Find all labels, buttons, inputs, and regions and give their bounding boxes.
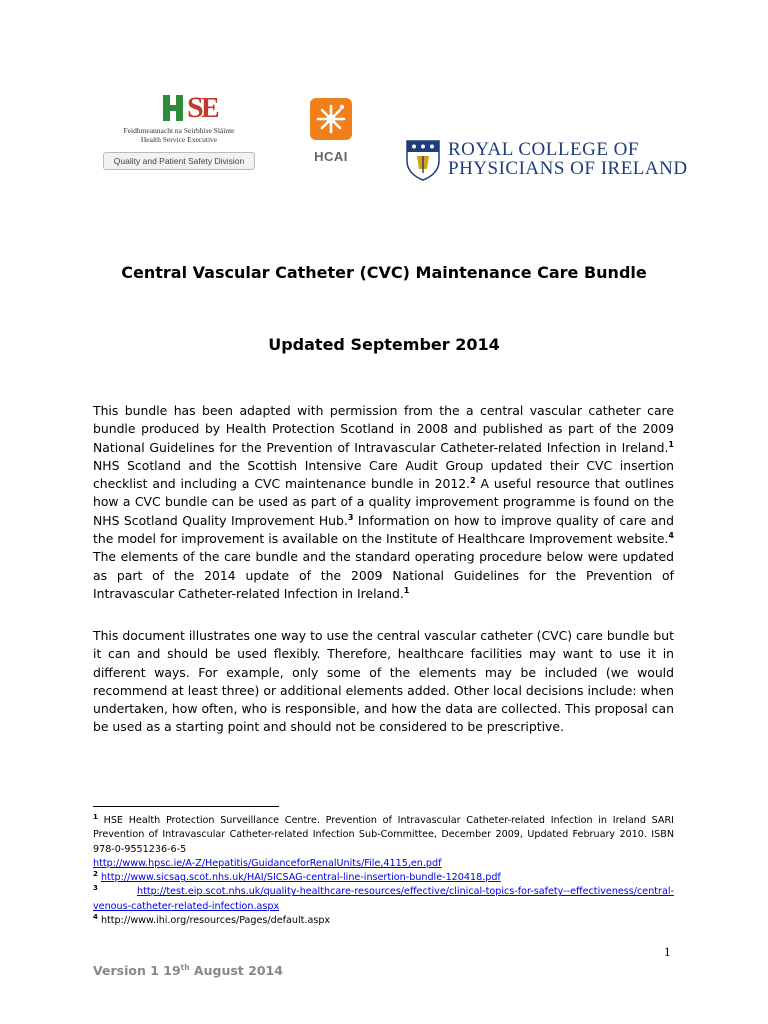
footnote-link[interactable]: http://test.eip.scot.nhs.uk/quality-healthcare-resources/effective/clinical-topics-for-safety--effectiveness/central-venous-catheter-related-infection.aspx xyxy=(93,886,674,912)
footnote-1 xyxy=(93,814,674,871)
footnote-link[interactable]: http://www.sicsag.scot.nhs.uk/HAI/SICSAG-central-line-insertion-bundle-120418.pdf xyxy=(100,872,501,884)
footnote-number: 1 xyxy=(93,813,98,821)
hse-division-label: Quality and Patient Safety Division xyxy=(113,156,245,166)
footnote-ref: 2 xyxy=(470,476,476,486)
version-footer xyxy=(93,963,283,979)
page-subtitle: Updated September 2014 xyxy=(268,335,500,354)
intro-sentence-4: Information on how to improve quality of care and the model for improvement is available on the Institute of Healthcare Improvement website. xyxy=(93,512,675,547)
footnote-ref: 3 xyxy=(347,512,354,522)
intro-sentence-1: This bundle has been adapted with permission from the a central vascular catheter care bundle produced by Health Protection Scotland in 2008 and published as part of the 2009 National Guidelines for the Prevention of Intravascular Catheter-related Infection in Ireland. xyxy=(93,403,674,455)
rcpi-logo xyxy=(403,135,688,183)
rcpi-name-line2: PHYSICIANS OF IRELAND xyxy=(448,158,688,179)
version-prefix: Version 1 19 xyxy=(93,963,181,978)
page-number: 1 xyxy=(664,944,671,959)
footnote-4 xyxy=(93,914,674,928)
hcai-sunburst-icon xyxy=(310,98,352,140)
footnote-divider xyxy=(93,806,279,807)
hse-division-box xyxy=(103,152,255,170)
hcai-logo xyxy=(309,98,353,170)
intro-sentence-3: A useful resource that outlines how a CVC bundle can be used as part of a quality improvement programme is found on the NHS Scotland Quality Improvement Hub. xyxy=(93,476,675,528)
rcpi-name-line1: ROYAL COLLEGE OF xyxy=(448,139,639,160)
version-suffix: August 2014 xyxy=(189,963,283,978)
footnote-ref: 1 xyxy=(668,439,674,449)
page-title: Central Vascular Catheter (CVC) Maintenance Care Bundle xyxy=(121,263,647,282)
footnote-number: 2 xyxy=(93,870,98,879)
footnote-text: HSE Health Protection Surveillance Centre. Prevention of Intravascular Catheter-related Infection in Ireland SARI Prevention of Intravascular Catheter-related Infection Sub-Committee, December 2009, Updated February 2010. ISBN 978-0-9551236-6-5 xyxy=(93,815,674,855)
intro-sentence-5: The elements of the care bundle and the standard operating procedure below were updated as part of the 2014 update of the 2009 National Guidelines for the Prevention of Intravascular Catheter-related Infection in Ireland. xyxy=(93,549,674,601)
footnote-2 xyxy=(93,871,674,885)
footnote-3 xyxy=(93,885,674,914)
footnote-ref: 1 xyxy=(403,585,410,595)
footnote-link[interactable]: http://www.hpsc.ie/A-Z/Hepatitis/GuidanceforRenalUnits/File,4115,en.pdf xyxy=(93,857,442,869)
hse-logo-mark: S E xyxy=(157,93,217,133)
intro-sentence-2: NHS Scotland and the Scottish Intensive Care Audit Group updated their CVC insertion checklist and including a CVC maintenance bundle in 2012. xyxy=(93,457,674,492)
footnote-text: http://www.ihi.org/resources/Pages/default.aspx xyxy=(100,915,331,927)
rcpi-crest-icon xyxy=(405,139,441,181)
footnotes xyxy=(93,814,674,928)
hse-logo-text xyxy=(104,126,254,144)
hse-logo xyxy=(93,88,262,178)
footnote-number: 4 xyxy=(93,913,98,922)
usage-paragraph: This document illustrates one way to use the central vascular catheter (CVC) care bundle but it can and should be used flexibly. Therefore, healthcare facilities may want to use it in different ways. For example, only some of the elements may be included (we would recommend at least three) or additional elements added. Other local decisions include: when undertaken, how often, who is responsible, and how the data are collected. This proposal can be used as a starting point and should not be considered to be prescriptive. xyxy=(93,628,674,735)
hcai-label: HCAI xyxy=(314,149,348,164)
footnote-number: 3 xyxy=(93,884,98,893)
version-ordinal: th xyxy=(180,963,190,972)
hse-irish-name: Feidhmeannacht na Seirbhíse Sláinte xyxy=(123,126,235,135)
intro-paragraph xyxy=(93,402,674,603)
footnote-ref: 4 xyxy=(668,531,674,541)
hse-english-name: Health Service Executive xyxy=(140,135,218,144)
